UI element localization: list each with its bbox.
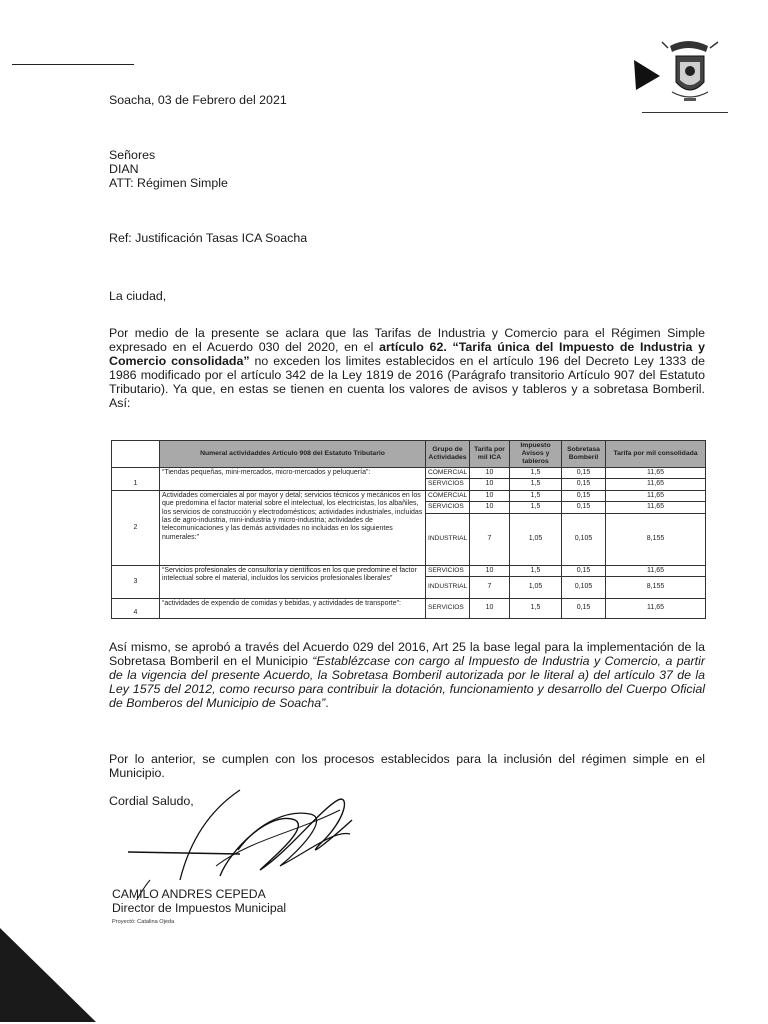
- cell-grupo: COMERCIAL: [426, 490, 470, 501]
- cell-avisos: 1,5: [510, 502, 562, 513]
- cell-ica: 10: [470, 468, 510, 479]
- paragraph-1: Por medio de la presente se aclara que las Tarifas de Industria y Comercio para el Régimen Simple expresado en el Acuerdo 030 del 2020, en el artículo 62. “Tarifa única del Impuesto de Industria y Comercio consolidada” no exceden los limites establecidos en el artículo 196 del Decreto Ley 1333 de 1986 modificado por el artículo 342 de la Ley 1819 de 2016 (Parágrafo transitorio Artículo 907 del Estatuto Tributario). Ya que, en estas se tienen en cuenta los valores de avisos y tableros y a sobretasa Bomberil. Así:: [109, 326, 705, 410]
- cell-consolidada: 11,65: [606, 502, 706, 513]
- header-tarifa-ica: Tarifa por mil ICA: [470, 441, 510, 468]
- corner-triangle-mark: [0, 926, 98, 1024]
- cell-ica: 10: [470, 599, 510, 619]
- row-description: “actividades de expendio de comidas y bebidas, y actividades de transporte”:: [160, 599, 426, 619]
- top-rule: [12, 64, 134, 65]
- header-avisos: Impuesto Avisos y tableros: [510, 441, 562, 468]
- cell-consolidada: 11,65: [606, 490, 706, 501]
- recipient-line-1: Señores: [109, 148, 156, 162]
- cell-sobretasa: 0,15: [562, 479, 606, 490]
- table-row: [112, 599, 706, 619]
- cell-consolidada: 11,65: [606, 479, 706, 490]
- cell-ica: 7: [470, 513, 510, 565]
- cell-sobretasa: 0,15: [562, 468, 606, 479]
- logo-rule: [642, 112, 728, 113]
- cell-avisos: 1,05: [510, 513, 562, 565]
- cell-consolidada: 11,65: [606, 565, 706, 576]
- row-number: 4: [112, 599, 160, 619]
- cell-sobretasa: 0,15: [562, 565, 606, 576]
- cell-grupo: SERVICIOS: [426, 479, 470, 490]
- header-consolidada: Tarifa por mil consolidada: [606, 441, 706, 468]
- cell-avisos: 1,5: [510, 599, 562, 619]
- greeting: La ciudad,: [109, 289, 167, 303]
- cell-consolidada: 8,155: [606, 577, 706, 599]
- cell-grupo: SERVICIOS: [426, 599, 470, 619]
- recipient-line-2: DIAN: [109, 162, 139, 176]
- cell-sobretasa: 0,105: [562, 513, 606, 565]
- cell-ica: 10: [470, 490, 510, 501]
- row-number: 3: [112, 565, 160, 598]
- reference-line: Ref: Justificación Tasas ICA Soacha: [109, 231, 308, 245]
- table-row: [112, 490, 706, 501]
- date-line: Soacha, 03 de Febrero del 2021: [109, 93, 287, 107]
- cell-ica: 10: [470, 479, 510, 490]
- cell-sobretasa: 0,15: [562, 502, 606, 513]
- row-number: 1: [112, 468, 160, 491]
- cell-ica: 7: [470, 577, 510, 599]
- header-numeral: Numeral actividaddes Articulo 908 del Estatuto Tributario: [160, 441, 426, 468]
- cell-sobretasa: 0,15: [562, 599, 606, 619]
- cell-consolidada: 11,65: [606, 468, 706, 479]
- proyecto-note: Proyectó: Catalina Ojeda: [112, 919, 175, 925]
- cell-avisos: 1,5: [510, 468, 562, 479]
- cell-avisos: 1,5: [510, 565, 562, 576]
- handwritten-signature: [120, 780, 360, 900]
- table-header-row: [112, 441, 706, 468]
- cell-grupo: INDUSTRIAL: [426, 577, 470, 599]
- row-description: “Tiendas pequeñas, mini-mercados, micro-mercados y peluquería”:: [160, 468, 426, 491]
- paragraph-2: Así mismo, se aprobó a través del Acuerdo 029 del 2016, Art 25 la base legal para la implementación de la Sobretasa Bomberil en el Municipio “Establézcase con cargo al Impuesto de Industria y Comercio, a partir de la vigencia del presente Acuerdo, la Sobretasa Bomberil autorizada por le literal a) del artículo 37 de la Ley 1575 del 2012, como recurso para contribuir la dotación, funcionamiento y desarrollo del Cuerpo Oficial de Bomberos del Municipio de Soacha”.: [109, 640, 705, 710]
- cell-sobretasa: 0,105: [562, 577, 606, 599]
- row-description: Actividades comerciales al por mayor y detal; servicios técnicos y mecánicos en los que predomina el factor material sobre el intelectual, los electricistas, los albañiles, los servicios de construcción y electrodomésticos; actividades industriales, incluidas las de agro-industria, mini-industria y micro-industria; actividades de telecomunicaciones y las demás actividades no incluidas en los siguientes numerales:”: [160, 490, 426, 565]
- signer-title: Director de Impuestos Municipal: [112, 901, 287, 915]
- cell-grupo: INDUSTRIAL: [426, 513, 470, 565]
- header-grupo: Grupo de Actividades: [426, 441, 470, 468]
- cell-sobretasa: 0,15: [562, 490, 606, 501]
- paragraph-3: Por lo anterior, se cumplen con los procesos establecidos para la inclusión del régimen simple en el Municipio.: [109, 752, 705, 780]
- table-row: [112, 565, 706, 576]
- table-row: [112, 468, 706, 479]
- cell-ica: 10: [470, 502, 510, 513]
- cell-avisos: 1,5: [510, 479, 562, 490]
- signer-name: CAMILO ANDRES CEPEDA: [112, 887, 266, 901]
- recipient-line-3: ATT: Régimen Simple: [109, 176, 228, 190]
- closing: Cordial Saludo,: [109, 794, 194, 808]
- cell-grupo: SERVICIOS: [426, 565, 470, 576]
- cell-avisos: 1,05: [510, 577, 562, 599]
- tariff-table: [111, 440, 706, 619]
- cell-grupo: COMERCIAL: [426, 468, 470, 479]
- cell-consolidada: 11,65: [606, 599, 706, 619]
- row-number: 2: [112, 490, 160, 565]
- cell-ica: 10: [470, 565, 510, 576]
- cell-avisos: 1,5: [510, 490, 562, 501]
- row-description: “Servicios profesionales de consultoría y científicos en los que predomine el factor intelectual sobre el material, incluidos los servicios profesionales liberales”: [160, 565, 426, 598]
- cell-grupo: SERVICIOS: [426, 502, 470, 513]
- header-sobretasa: Sobretasa Bomberil: [562, 441, 606, 468]
- cell-consolidada: 8,155: [606, 513, 706, 565]
- soacha-coat-of-arms-logo: [632, 32, 732, 116]
